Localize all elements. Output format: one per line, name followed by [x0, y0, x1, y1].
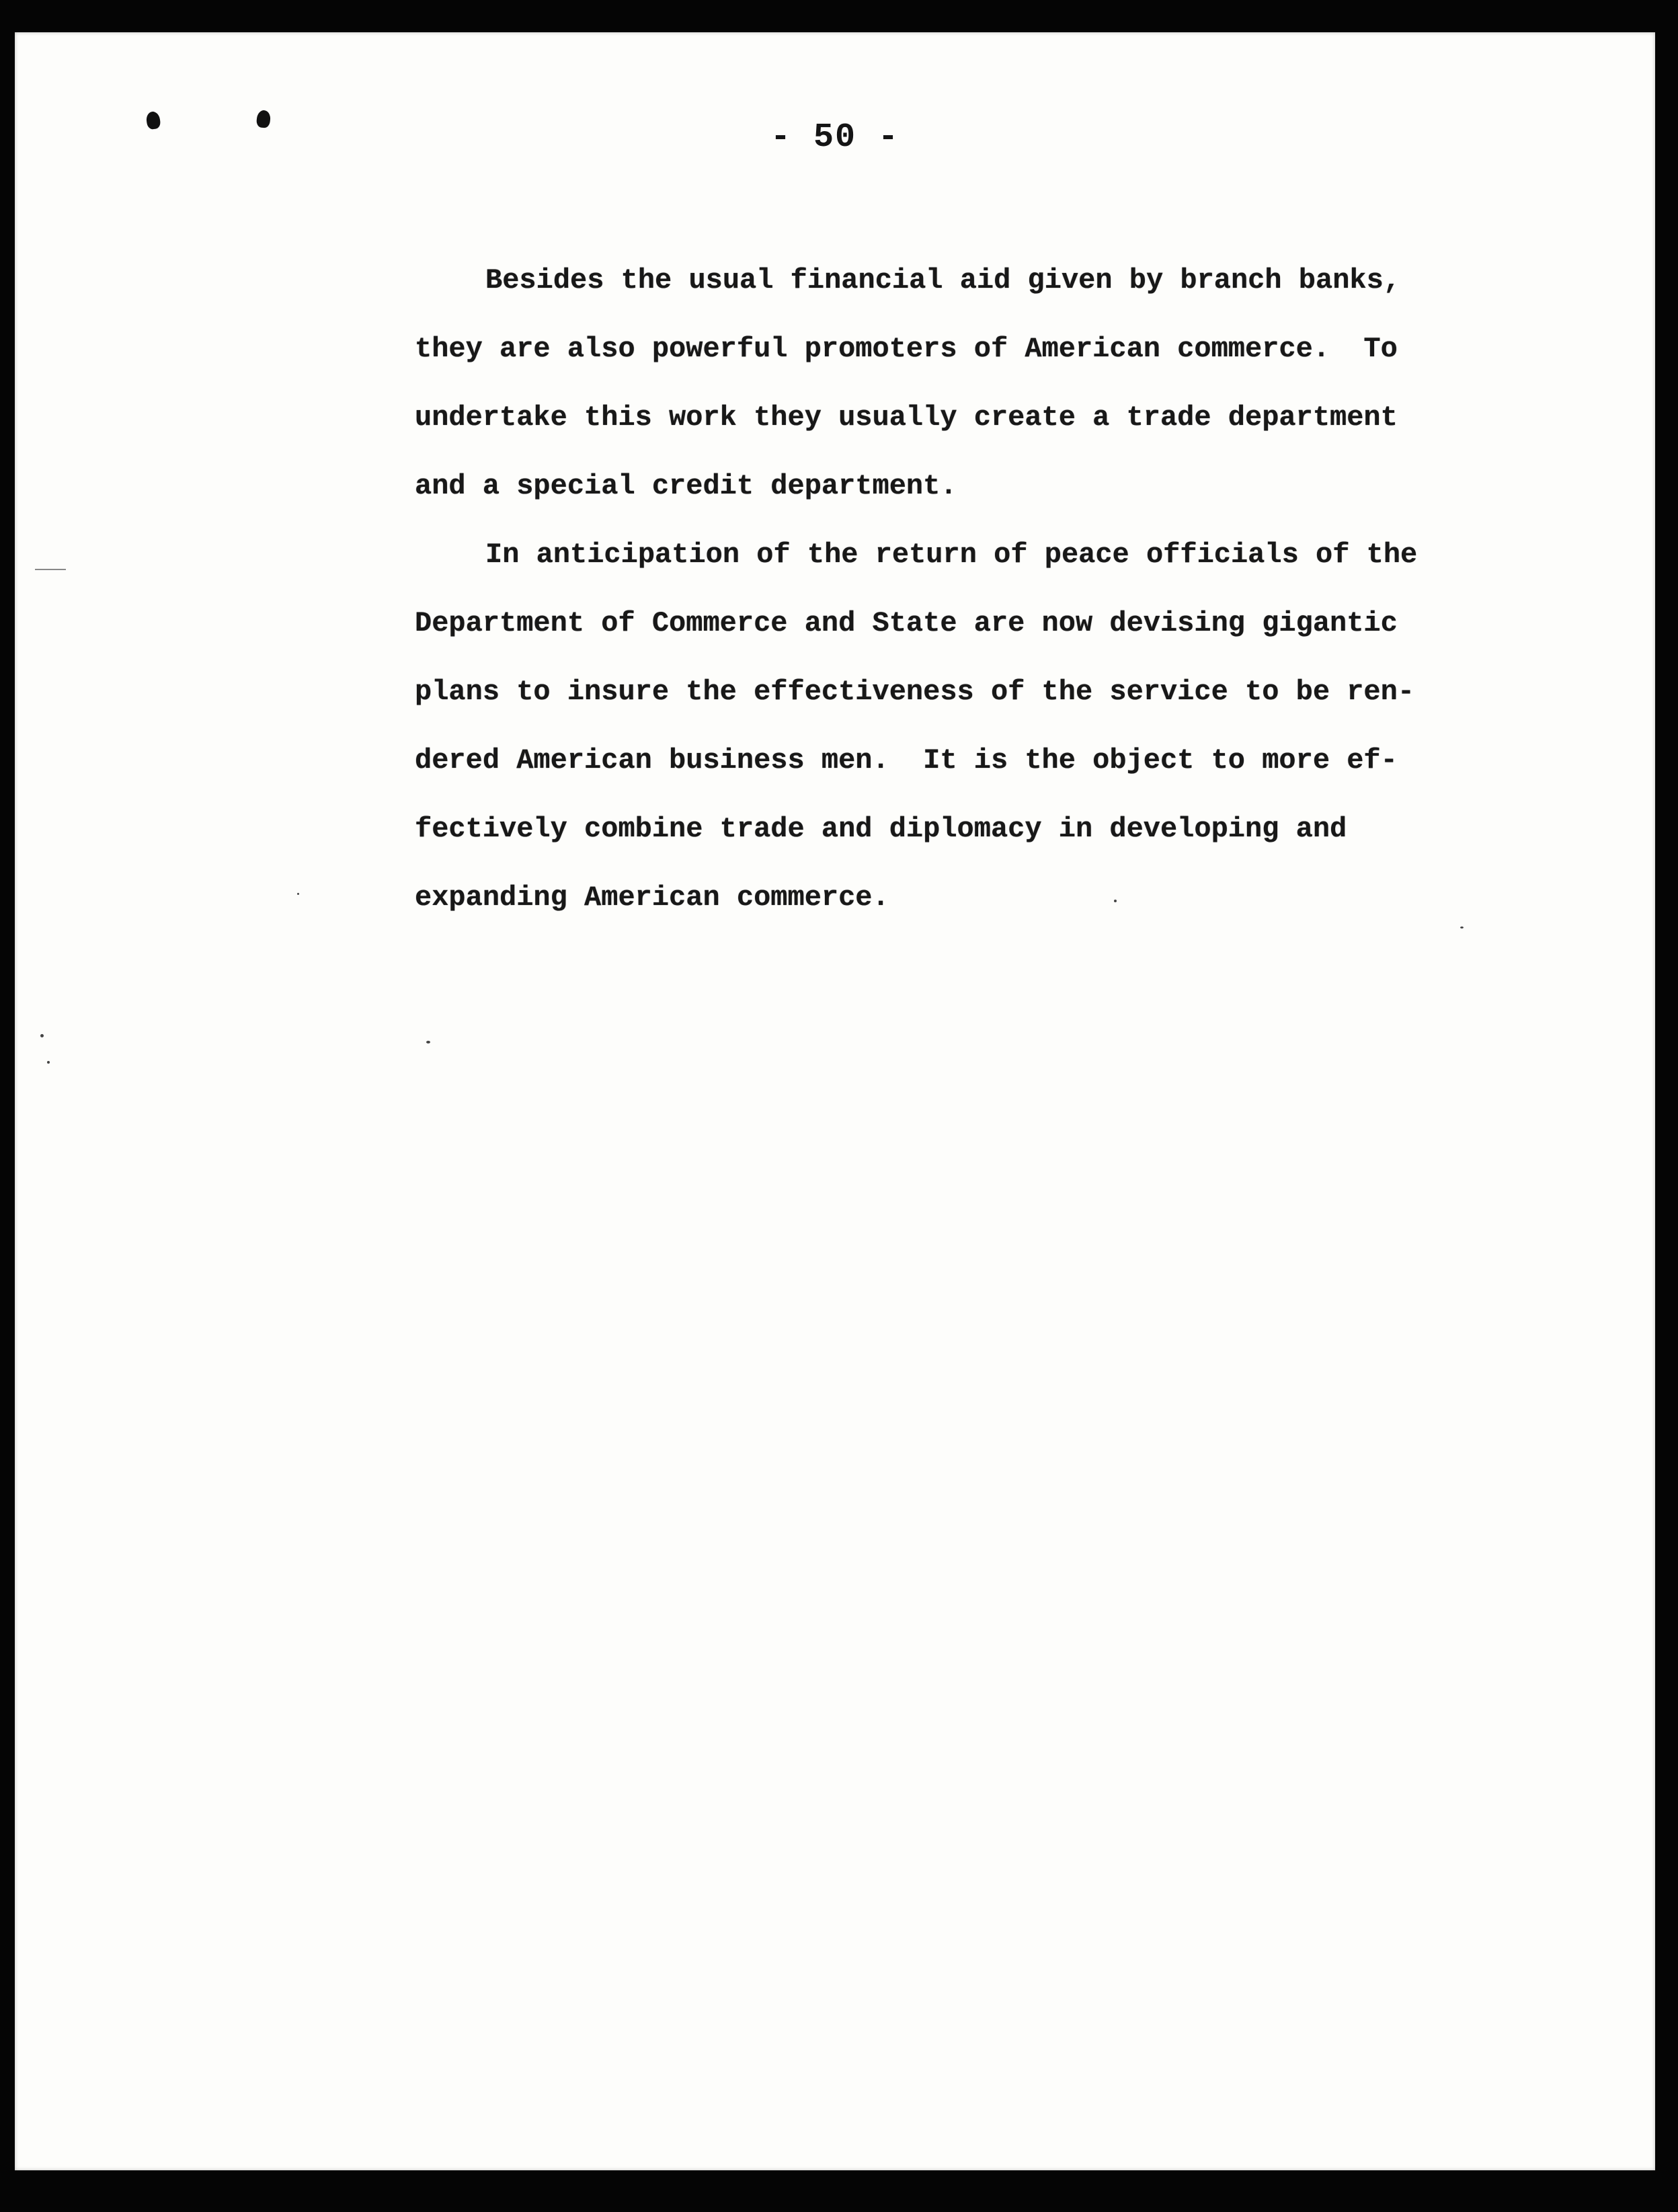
text-line: Department of Commerce and State are now devising gigantic	[415, 607, 1398, 639]
text-line: fectively combine trade and diplomacy in developing and	[415, 813, 1347, 845]
text-line: In anticipation of the return of peace officials of the	[485, 539, 1418, 571]
text-line: plans to insure the effectiveness of the service to be ren-	[415, 676, 1415, 708]
text-line: Besides the usual financial aid given by branch banks,	[485, 264, 1401, 297]
text-line: they are also powerful promoters of American commerce. To	[415, 333, 1398, 365]
page-number: - 50 -	[770, 118, 900, 157]
document-page	[15, 32, 1655, 2170]
text-line: and a special credit department.	[415, 470, 957, 502]
scan-speck	[297, 893, 299, 895]
paragraph-2	[415, 520, 1464, 932]
scan-speck	[1460, 926, 1464, 929]
text-line: expanding American commerce.	[415, 881, 889, 914]
scan-speck	[426, 1041, 430, 1043]
text-line: undertake this work they usually create a trade department	[415, 401, 1398, 434]
text-line: dered American business men. It is the object to more ef-	[415, 744, 1398, 777]
scan-speck	[1114, 900, 1117, 902]
scan-speck	[40, 1034, 44, 1037]
scan-speck	[47, 1061, 50, 1064]
scan-speck	[35, 569, 66, 570]
document-body	[415, 246, 1464, 932]
paragraph-1	[415, 246, 1464, 520]
